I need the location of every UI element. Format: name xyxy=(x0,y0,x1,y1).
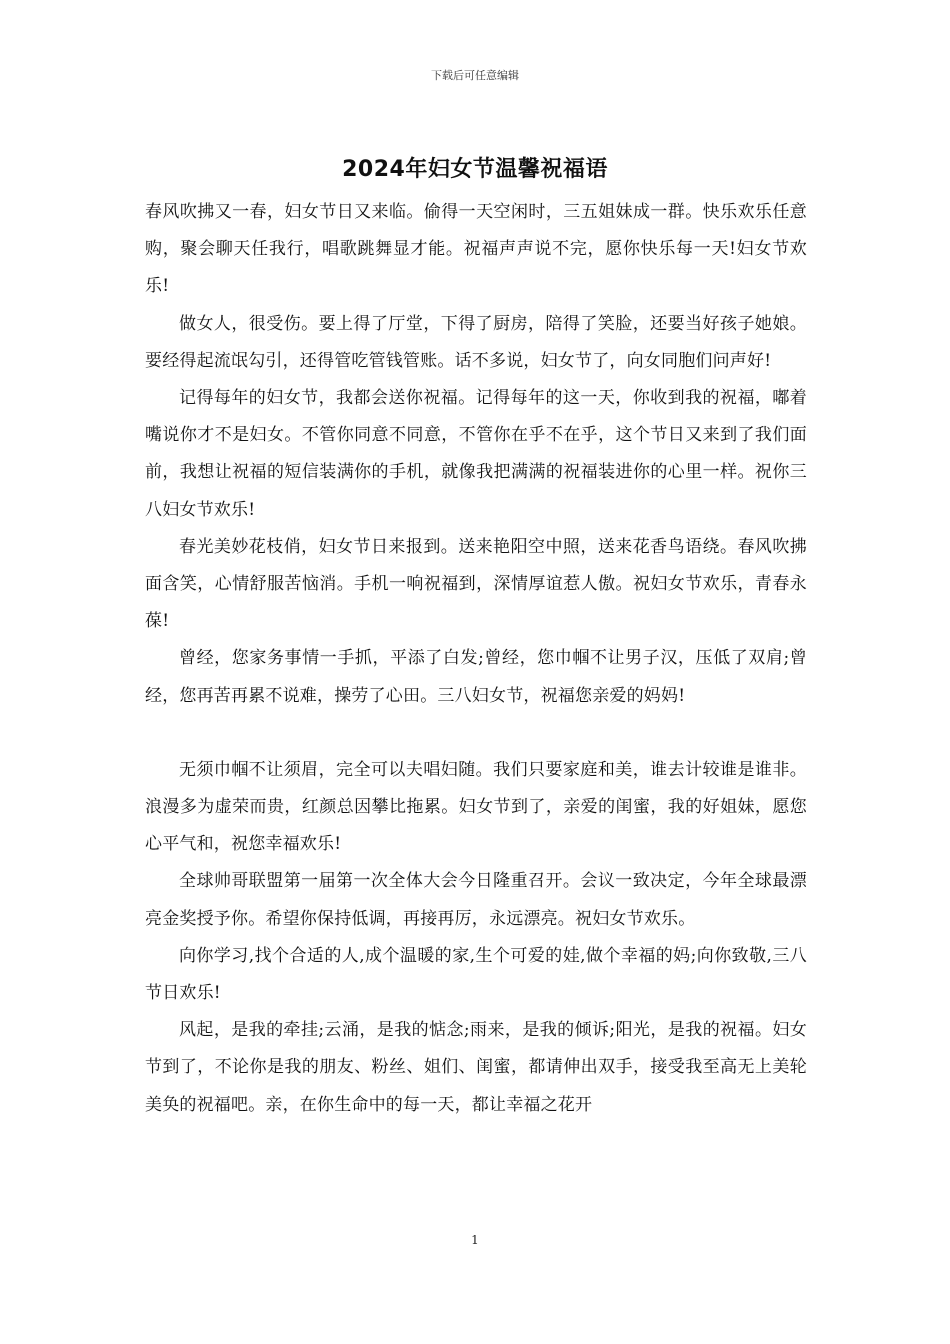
paragraph-1: 春风吹拂又一春，妇女节日又来临。偷得一天空闲时，三五姐妹成一群。快乐欢乐任意购，聚会聊天任我行，唱歌跳舞显才能。祝福声声说不完，愿你快乐每一天!妇女节欢乐! xyxy=(145,202,807,297)
document-body xyxy=(145,194,807,1124)
paragraph-6: 无须巾帼不让须眉，完全可以夫唱妇随。我们只要家庭和美，谁去计较谁是谁非。浪漫多为虚荣而贵，红颜总因攀比拖累。妇女节到了，亲爱的闺蜜，我的好姐妹，愿您心平气和，祝您幸福欢乐! xyxy=(145,759,807,855)
paragraph-8: 向你学习,找个合适的人,成个温暖的家,生个可爱的娃,做个幸福的妈;向你致敬,三八节日欢乐! xyxy=(145,945,807,1004)
paragraph-9: 风起，是我的牵挂;云涌，是我的惦念;雨来，是我的倾诉;阳光，是我的祝福。妇女节到了，不论你是我的朋友、粉丝、姐们、闺蜜，都请伸出双手，接受我至高无上美轮美奂的祝福吧。亲，在你生命中的每一天，都让幸福之花开 xyxy=(145,1020,807,1115)
page-number: 1 xyxy=(471,1233,479,1247)
paragraph-gap xyxy=(145,715,807,752)
header-note: 下载后可任意编辑 xyxy=(431,69,519,82)
paragraph-2: 做女人，很受伤。要上得了厅堂，下得了厨房，陪得了笑脸，还要当好孩子她娘。要经得起流氓勾引，还得管吃管钱管账。话不多说，妇女节了，向女同胞们问声好! xyxy=(145,313,807,371)
paragraph-7: 全球帅哥联盟第一届第一次全体大会今日隆重召开。会议一致决定，今年全球最漂亮金奖授予你。希望你保持低调，再接再厉，永远漂亮。祝妇女节欢乐。 xyxy=(145,871,807,929)
paragraph-4: 春光美妙花枝俏，妇女节日来报到。送来艳阳空中照，送来花香鸟语绕。春风吹拂面含笑，心情舒服苦恼消。手机一响祝福到，深情厚谊惹人傲。祝妇女节欢乐，青春永葆! xyxy=(145,536,807,632)
paragraph-5: 曾经，您家务事情一手抓，平添了白发;曾经，您巾帼不让男子汉，压低了双肩;曾经，您再苦再累不说难，操劳了心田。三八妇女节，祝福您亲爱的妈妈! xyxy=(145,648,807,706)
document-title: 2024年妇女节温馨祝福语 xyxy=(342,157,608,182)
paragraph-3: 记得每年的妇女节，我都会送你祝福。记得每年的这一天，你收到我的祝福，嘟着嘴说你才不是妇女。不管你同意不同意，不管你在乎不在乎，这个节日又来到了我们面前，我想让祝福的短信装满你的手机，就像我把满满的祝福装进你的心里一样。祝你三八妇女节欢乐! xyxy=(145,388,807,520)
